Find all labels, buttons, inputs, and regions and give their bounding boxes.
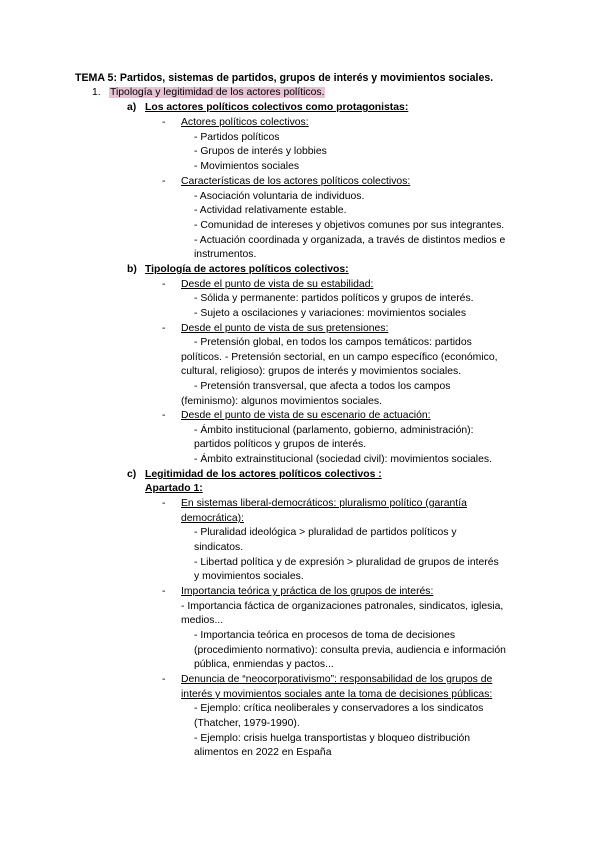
group-title: Características de los actores políticos colectivos: [181,176,411,187]
document-title: TEMA 5: Partidos, sistemas de partidos, grupos de interés y movimientos sociales. [75,72,494,84]
list-item: medios... [181,615,224,626]
list-item: - Importancia teórica en procesos de toma de decisiones [194,630,456,641]
group-title: Desde el punto de vista de sus pretensiones: [181,323,389,334]
list-item: (feminismo): algunos movimientos sociales. [181,396,382,407]
list-item: - Sujeto a oscilaciones y variaciones: movimientos sociales [194,308,467,319]
list-item: - Movimientos sociales [194,161,300,172]
section-b-heading: Tipología de actores políticos colectivos: [145,264,349,275]
bullet: - [162,323,166,334]
bullet: - [162,117,166,128]
list-item: sindicatos. [194,542,244,553]
list-item: - Actuación coordinada y organizada, a través de distintos medios e [194,235,506,246]
group-title: En sistemas liberal-democráticos: pluralismo político (garantía [181,498,467,509]
list-item: cultural, religioso): grupos de interés y movimientos sociales. [181,366,462,377]
section-c-subheading: Apartado 1: [145,483,203,494]
bullet: - [162,674,166,685]
section-b-letter: b) [127,264,137,275]
group-title: democrática): [181,513,244,524]
list-item: - Ámbito institucional (parlamento, gobierno, administración): [194,425,474,436]
bullet: - [162,586,166,597]
list-item: - Actividad relativamente estable. [194,205,347,216]
section-c-heading: Legitimidad de los actores políticos colectivos : [145,469,382,480]
list-item: - Pluralidad ideológica > pluralidad de partidos políticos y [194,527,457,538]
group-title: Importancia teórica y práctica de los grupos de interés: [181,586,434,597]
bullet: - [162,498,166,509]
list-item: y movimientos sociales. [194,571,304,582]
group-title: interés y movimientos sociales ante la toma de decisiones públicas: [181,689,493,700]
list-item: partidos políticos y grupos de interés. [194,439,367,450]
list-item: (Thatcher, 1979-1990). [194,718,300,729]
list-item: - Grupos de interés y lobbies [194,146,327,157]
group-title: Desde el punto de vista de su escenario de actuación: [181,410,431,421]
list-item: - Pretensión global, en todos los campos temáticos: partidos [194,337,472,348]
topic-1-label [109,86,325,100]
list-item: - Importancia fáctica de organizaciones patronales, sindicatos, iglesia, [181,601,504,612]
list-item: - Libertad política y de expresión > pluralidad de grupos de interés [194,557,499,568]
list-item: - Asociación voluntaria de individuos. [194,191,365,202]
list-item: - Ejemplo: crítica neoliberales y conservadores a los sindicatos [194,703,484,714]
group-title: Desde el punto de vista de su estabilidad: [181,279,374,290]
section-a-letter: a) [127,102,137,113]
list-item: políticos. - Pretensión sectorial, en un campo específico (económico, [181,352,498,363]
list-item: - Sólida y permanente: partidos políticos y grupos de interés. [194,293,474,304]
list-item: (procedimiento normativo): consulta previa, audiencia e información [194,645,506,656]
bullet: - [162,176,166,187]
list-item: instrumentos. [194,249,257,260]
section-c-letter: c) [127,469,137,480]
list-item: alimentos en 2022 en España [194,747,332,758]
topic-1-highlight: Tipología y legitimidad de los actores políticos. [110,87,325,98]
list-item: - Comunidad de intereses y objetivos comunes por sus integrantes. [194,220,505,231]
list-item: - Ámbito extrainstitucional (sociedad civil): movimientos sociales. [194,454,492,465]
bullet: - [162,410,166,421]
list-item: - Pretensión transversal, que afecta a todos los campos [194,381,451,392]
list-item: - Ejemplo: crisis huelga transportistas y bloqueo distribución [194,733,471,744]
group-title: Actores políticos colectivos: [181,117,309,128]
section-a-heading: Los actores políticos colectivos como protagonistas: [145,102,409,113]
group-title: Denuncia de “neocorporativismo”: responsabilidad de los grupos de [181,674,493,685]
list-item: pública, enmiendas y pactos... [194,659,334,670]
list-item: - Partidos políticos [194,132,280,143]
bullet: - [162,279,166,290]
topic-1-number: 1. [92,87,101,98]
